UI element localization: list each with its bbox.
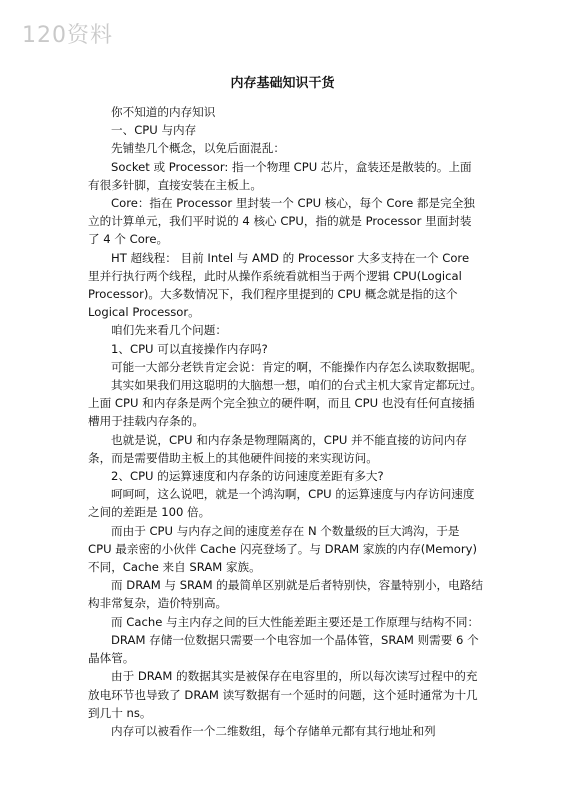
paragraph: 其实如果我们用这聪明的大脑想一想，咱们的台式主机大家肯定都玩过。上面 CPU 和内存条是两个完全独立的硬件啊，而且 CPU 也没有任何直接插槽用于挂载内存条的。: [88, 378, 483, 429]
document-title: 内存基础知识干货: [230, 76, 335, 91]
paragraph: Core：指在 Processor 里封装一个 CPU 核心，每个 Core 都是完全独立的计算单元，我们平时说的 4 核心 CPU，指的就是 Processor 里面封装了 4 个 Core。: [88, 196, 475, 247]
paragraph: 而由于 CPU 与内存之间的速度差存在 N 个数量级的巨大鸿沟，于是 CPU 最亲密的小伙伴 Cache 闪亮登场了。与 DRAM 家族的内存(Memory)不同，Cache 来自 SRAM 家族。: [88, 523, 477, 575]
paragraph: 呵呵呵，这么说吧，就是一个鸿沟啊，CPU 的运算速度与内存访问速度之间的差距是 100 倍。: [88, 487, 475, 520]
paragraph: 咱们先来看几个问题：: [111, 323, 227, 338]
paragraph: 而 Cache 与主内存之间的巨大性能差距主要还是工作原理与结构不同：: [111, 614, 480, 629]
paragraph: DRAM 存储一位数据只需要一个电容加一个晶体管，SRAM 则需要 6 个晶体管。: [88, 632, 479, 666]
paragraph: 可能一大部分老铁肯定会说：肯定的啊，不能操作内存怎么读取数据呢。: [111, 359, 483, 374]
question-heading: 2、CPU 的运算速度和内存条的访问速度差距有多大?: [111, 469, 384, 484]
paragraph: 内存可以被看作一个二维数组，每个存储单元都有其行地址和列: [111, 723, 436, 738]
paragraph: Socket 或 Processor: 指一个物理 CPU 芯片，盒装还是散装的。上面有很多针脚，直接安装在主板上。: [88, 159, 472, 192]
paragraph: 由于 DRAM 的数据其实是被保存在电容里的，所以每次读写过程中的充放电环节也导致了 DRAM 读写数据有一个延时的问题，这个延时通常为十几到几十 ns。: [88, 669, 478, 720]
paragraph: HT 超线程： 目前 Intel 与 AMD 的 Processor 大多支持在一个 Core 里并行执行两个线程，此时从操作系统看就相当于两个逻辑 CPU(Logical Processor)。大多数情况下，我们程序里提到的 CPU 概念就是指的这个 Logical Processor。: [88, 250, 470, 320]
paragraph: 也就是说，CPU 和内存条是物理隔离的，CPU 并不能直接的访问内存条，而是需要借助主板上的其他硬件间接的来实现访问。: [88, 432, 467, 465]
watermark-logo: 120资料: [22, 23, 113, 48]
paragraph: 你不知道的内存知识: [111, 105, 216, 119]
section-heading: 一、CPU 与内存: [111, 123, 197, 138]
question-heading: 1、CPU 可以直接操作内存吗?: [111, 341, 268, 356]
document-body: [88, 103, 483, 740]
paragraph: 先铺垫几个概念，以免后面混乱：: [111, 141, 285, 156]
paragraph: 而 DRAM 与 SRAM 的最简单区别就是后者特别快，容量特别小，电路结构非常复杂，造价特别高。: [88, 578, 483, 611]
